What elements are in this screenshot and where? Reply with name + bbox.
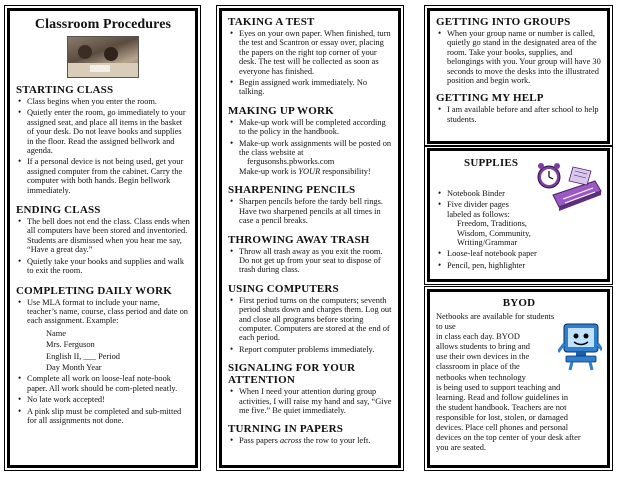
divider-label: Freedom, Traditions, bbox=[457, 219, 528, 229]
heading-signaling-attention bbox=[228, 362, 393, 386]
example-course: English II, ___ Period bbox=[46, 351, 120, 361]
list-item: • Quietly enter the room, go immediately to your assigned seat, and place all items in the basket of your desk. Do not leave books and supplies in the floor. Read the assigned bellwork and agenda. bbox=[16, 108, 190, 155]
making-up-work-list bbox=[228, 118, 393, 176]
heading-sharpening-pencils: SHARPENING PENCILS bbox=[228, 184, 356, 197]
list-item: • Begin assigned work immediately. No talking. bbox=[228, 78, 393, 97]
example-teacher: Mrs. Ferguson bbox=[46, 340, 95, 350]
list-item: • Eyes on your own paper. When finished, turn the test and Scantron or essay over, placing the papers on the right top corner of your desk. The test will be collected as soon as everyone has finished. bbox=[228, 29, 393, 76]
heading-getting-my-help: GETTING MY HELP bbox=[436, 92, 544, 105]
daily-work-list bbox=[16, 298, 190, 426]
classroom-photo bbox=[67, 36, 139, 78]
list-item: • Make-up work will be completed according to the policy in the handbook. bbox=[228, 118, 393, 137]
papers-list bbox=[228, 436, 393, 445]
list-item bbox=[228, 139, 393, 177]
panel-byod bbox=[427, 289, 610, 468]
byod-line: classroom in place of the bbox=[436, 362, 520, 372]
ending-class-list bbox=[16, 217, 190, 275]
heading-byod: BYOD bbox=[502, 297, 536, 309]
supply-text: Five divider pages bbox=[447, 200, 509, 210]
pencils-list bbox=[228, 197, 393, 225]
panel-groups-help bbox=[427, 8, 610, 144]
help-list bbox=[436, 105, 602, 124]
list-item: • Use MLA format to include your name, teacher’s name, course, class period and date on each assignment. Example: bbox=[16, 298, 190, 326]
byod-line: use their own devices in the bbox=[436, 352, 530, 362]
heading-line: ATTENTION bbox=[228, 374, 295, 387]
heading-throwing-away-trash: THROWING AWAY TRASH bbox=[228, 233, 370, 246]
divider-label: Writing/Grammar bbox=[457, 238, 518, 248]
signal-list bbox=[228, 387, 393, 415]
computers-list bbox=[228, 296, 393, 354]
trash-list bbox=[228, 247, 393, 275]
makeup-text: responsibility! bbox=[322, 166, 371, 176]
papers-text: the row to your left. bbox=[303, 436, 371, 446]
example-name: Name bbox=[46, 328, 66, 338]
papers-text: Pass papers bbox=[239, 436, 278, 446]
divider-label: Wisdom, Community, bbox=[457, 228, 531, 238]
taking-test-list bbox=[228, 29, 393, 97]
list-item: • Loose-leaf notebook paper bbox=[436, 249, 602, 258]
heading-supplies: SUPPLIES bbox=[464, 157, 519, 169]
list-item: • Throw all trash away as you exit the room. Do not get up from your seat to dispose of trash during class. bbox=[228, 247, 393, 275]
heading-making-up-work: MAKING UP WORK bbox=[228, 104, 334, 117]
list-item: • Pencil, pen, highlighter bbox=[436, 261, 602, 270]
supply-text: labeled as follows: bbox=[447, 209, 510, 219]
byod-line: devices on the top center of your desk after bbox=[436, 433, 581, 443]
byod-line: allows students to bring and bbox=[436, 342, 530, 352]
heading-completing-daily-work: COMPLETING DAILY WORK bbox=[16, 284, 172, 297]
heading-line: SIGNALING FOR YOUR bbox=[228, 362, 356, 375]
page-title: Classroom Procedures bbox=[34, 17, 172, 32]
list-item: • Quietly take your books and supplies and walk to exit the room. bbox=[16, 257, 190, 276]
byod-line: devices. Place cell phones and personal bbox=[436, 423, 569, 433]
byod-line: you are seated. bbox=[436, 443, 486, 453]
heading-turning-in-papers: TURNING IN PAPERS bbox=[228, 423, 344, 436]
list-item: • Class begins when you enter the room. bbox=[16, 97, 190, 106]
heading-taking-a-test: TAKING A TEST bbox=[228, 16, 315, 28]
groups-list bbox=[436, 29, 602, 85]
heading-getting-into-groups: GETTING INTO GROUPS bbox=[436, 16, 571, 28]
heading-starting-class: STARTING CLASS bbox=[16, 84, 114, 96]
papers-emphasis: across bbox=[279, 436, 302, 446]
byod-line: netbooks when technology bbox=[436, 372, 526, 382]
list-item: • A pink slip must be completed and sub-mitted for all assignments not done. bbox=[16, 407, 190, 426]
list-item: • If a personal device is not being used, get your assigned computer from the cabinet. Carry the computer with both hands. Begin bellwork immediately. bbox=[16, 157, 190, 195]
list-item bbox=[436, 200, 602, 247]
class-website-link[interactable]: fergusonshs.pbworks.com bbox=[247, 157, 335, 167]
makeup-text: Make-up work is bbox=[239, 166, 297, 176]
panel-supplies bbox=[427, 148, 610, 282]
example-date: Day Month Year bbox=[46, 362, 102, 372]
list-item: • First period turns on the computers; seventh period shuts down and charges them. Log out and close all programs before storing computer. Computers are stored at the end of each period. bbox=[228, 296, 393, 343]
byod-line: responsible for lost, stolen, or damaged bbox=[436, 412, 568, 422]
list-item: • I am available before and after school to help students. bbox=[436, 105, 602, 124]
list-item bbox=[228, 436, 393, 445]
heading-using-computers: USING COMPUTERS bbox=[228, 282, 339, 295]
supplies-list bbox=[436, 189, 602, 270]
list-item: • The bell does not end the class. Class ends when all computers have been stored and inventoried. Students are dismissed when you hear me say, “Have a great day.” bbox=[16, 217, 190, 255]
byod-line: learning. Read and follow guidelines in bbox=[436, 392, 569, 402]
byod-line: the student handbook. Teachers are not bbox=[436, 402, 567, 412]
list-item: • Notebook Binder bbox=[436, 189, 602, 198]
byod-line: Netbooks are available for students to use bbox=[436, 312, 555, 332]
list-item: • When your group name or number is called, quietly go stand in the designated area of the room. Take your books, supplies, and belongings with you. Your group will have 30 seconds to move the desks into the illustrated position and begin work. bbox=[436, 29, 602, 85]
list-item: • Complete all work on loose-leaf note-book paper. All work should be com-pleted neatly. bbox=[16, 374, 190, 393]
list-item: • Report computer problems immediately. bbox=[228, 345, 393, 354]
byod-line: is being used to support teaching and bbox=[436, 382, 561, 392]
makeup-text: Make-up work assignments will be posted on the class website at bbox=[239, 138, 392, 158]
panel-classroom-procedures bbox=[7, 8, 198, 468]
list-item: • When I need your attention during group activities, I will raise my hand and say, “Give me five.” Be quiet immediately. bbox=[228, 387, 393, 415]
list-item: • No late work accepted! bbox=[16, 395, 190, 404]
heading-ending-class: ENDING CLASS bbox=[16, 204, 101, 217]
starting-class-list bbox=[16, 97, 190, 195]
list-item: • Sharpen pencils before the tardy bell rings. Have two sharpened pencils at all times in case a pencil breaks. bbox=[228, 197, 393, 225]
makeup-emphasis: YOUR bbox=[298, 166, 321, 176]
byod-line: in class each day. BYOD bbox=[436, 332, 520, 342]
computer-icon bbox=[558, 322, 602, 372]
panel-procedures-continued bbox=[219, 8, 401, 468]
